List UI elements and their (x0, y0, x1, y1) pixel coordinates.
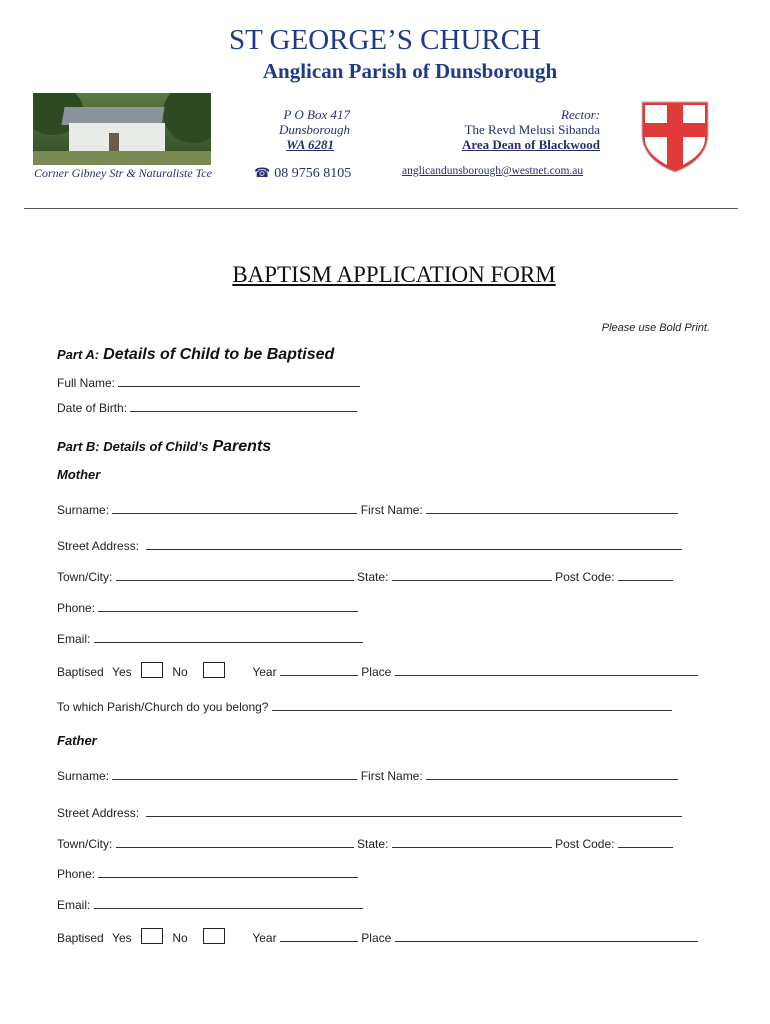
part-a-prefix: Part A: (57, 347, 100, 362)
mother-heading: Mother (57, 467, 101, 482)
town-label: Town/City: (57, 837, 113, 851)
part-b-prefix: Part B: Details of Child’s (57, 439, 209, 454)
phone-line (254, 164, 351, 182)
father-surname-field[interactable] (112, 768, 357, 780)
part-a-title: Details of Child to be Baptised (103, 346, 335, 363)
phone-number: 08 9756 8105 (274, 166, 352, 181)
red-cross-shield-icon (640, 100, 710, 174)
phone-label: Phone: (57, 867, 96, 881)
father-baptised-yes-checkbox[interactable] (141, 928, 163, 944)
baptised-label: Baptised (57, 931, 104, 945)
yes-label: Yes (112, 665, 132, 679)
mother-state-field[interactable] (392, 569, 552, 581)
mother-town-field[interactable] (116, 569, 354, 581)
header-divider (24, 208, 738, 209)
telephone-icon: ☎ (254, 166, 271, 181)
church-photo (33, 93, 211, 165)
rector-name: The Revd Melusi Sibanda (464, 122, 600, 137)
rector-label: Rector: (561, 107, 600, 122)
year-label: Year (252, 665, 277, 679)
parish-name: Anglican Parish of Dunsborough (262, 59, 558, 83)
yes-label: Yes (112, 931, 132, 945)
part-b-heading (57, 438, 271, 456)
state-label: State: (357, 837, 389, 851)
mother-parish-field[interactable] (272, 699, 672, 711)
mother-street-field[interactable] (146, 538, 682, 550)
mother-parish-row (57, 699, 672, 714)
first-name-label: First Name: (360, 503, 423, 517)
full-name-label: Full Name: (57, 376, 116, 390)
father-baptised-no-checkbox[interactable] (203, 928, 225, 944)
mother-email-field[interactable] (94, 631, 363, 643)
surname-label: Surname: (57, 503, 110, 517)
child-full-name-row (57, 375, 360, 390)
mother-street-row (57, 538, 682, 553)
father-baptism-year-field[interactable] (280, 930, 358, 942)
mother-surname-field[interactable] (112, 502, 357, 514)
no-label: No (172, 931, 188, 945)
state-label: State: (357, 570, 389, 584)
town-label: Town/City: (57, 570, 113, 584)
first-name-label: First Name: (360, 769, 423, 783)
phone-label: Phone: (57, 601, 96, 615)
rector-title: Area Dean of Blackwood (461, 137, 600, 152)
father-postcode-field[interactable] (618, 836, 673, 848)
father-town-row (57, 836, 673, 851)
mother-first-name-field[interactable] (426, 502, 678, 514)
parish-question: To which Parish/Church do you belong? (57, 700, 269, 714)
mother-email-row (57, 631, 363, 646)
father-email-field[interactable] (94, 897, 363, 909)
father-town-field[interactable] (116, 836, 354, 848)
part-b-title: Parents (212, 438, 272, 455)
photo-caption: Corner Gibney Str & Naturaliste Tce (34, 166, 212, 180)
street-label: Street Address: (57, 539, 140, 553)
mother-town-row (57, 569, 673, 584)
child-dob-row (57, 400, 357, 415)
father-state-field[interactable] (392, 836, 552, 848)
baptised-label: Baptised (57, 665, 104, 679)
address-line-2: Dunsborough (278, 122, 350, 137)
church-name: ST GEORGE’S CHURCH (228, 24, 542, 56)
place-label: Place (361, 665, 392, 679)
no-label: No (172, 665, 188, 679)
postcode-label: Post Code: (555, 837, 615, 851)
father-baptism-place-field[interactable] (395, 930, 698, 942)
mother-baptised-row (57, 662, 698, 679)
father-street-row (57, 805, 682, 820)
year-label: Year (252, 931, 277, 945)
father-phone-row (57, 866, 358, 881)
child-dob-field[interactable] (130, 400, 357, 412)
dob-label: Date of Birth: (57, 401, 128, 415)
email-label: Email: (57, 898, 91, 912)
father-first-name-field[interactable] (426, 768, 678, 780)
mother-phone-row (57, 600, 358, 615)
form-title: BAPTISM APPLICATION FORM (232, 262, 556, 287)
mother-baptised-yes-checkbox[interactable] (141, 662, 163, 678)
father-surname-row (57, 768, 678, 783)
father-email-row (57, 897, 363, 912)
father-phone-field[interactable] (98, 866, 358, 878)
mother-baptism-place-field[interactable] (395, 664, 698, 676)
place-label: Place (361, 931, 392, 945)
email-link[interactable]: anglicandunsborough@westnet.com.au (402, 165, 584, 177)
mother-baptism-year-field[interactable] (280, 664, 358, 676)
postcode-label: Post Code: (555, 570, 615, 584)
child-full-name-field[interactable] (118, 375, 360, 387)
father-baptised-row (57, 928, 698, 945)
bold-print-note: Please use Bold Print. (601, 322, 710, 334)
father-heading: Father (57, 733, 97, 748)
address-line-1: P O Box 417 (283, 107, 350, 122)
father-street-field[interactable] (146, 805, 682, 817)
mother-baptised-no-checkbox[interactable] (203, 662, 225, 678)
email-label: Email: (57, 632, 91, 646)
mother-phone-field[interactable] (98, 600, 358, 612)
address-line-3: WA 6281 (286, 137, 334, 152)
part-a-heading (57, 346, 334, 364)
mother-surname-row (57, 502, 678, 517)
street-label: Street Address: (57, 806, 140, 820)
mother-postcode-field[interactable] (618, 569, 673, 581)
surname-label: Surname: (57, 769, 110, 783)
